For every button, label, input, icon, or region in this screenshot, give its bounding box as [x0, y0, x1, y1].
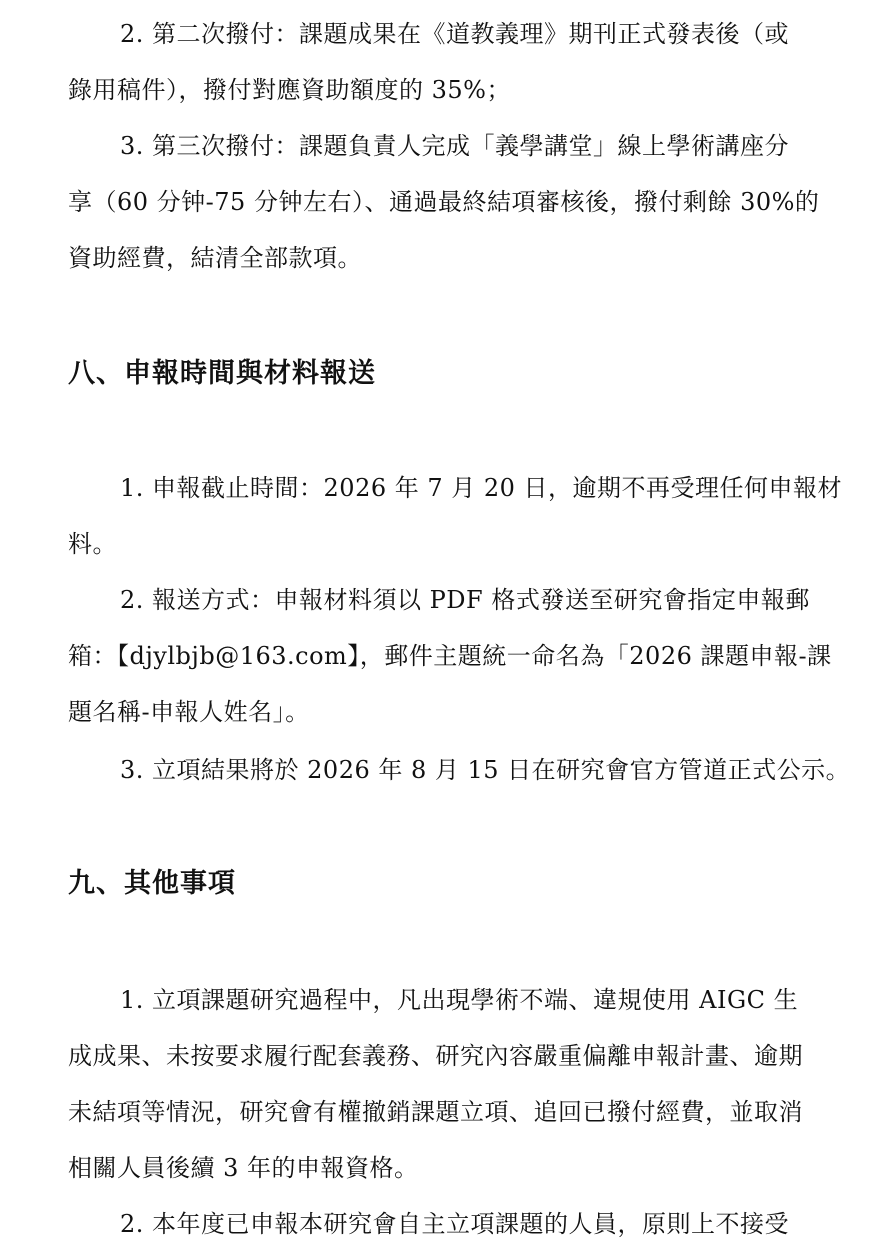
paragraph-line: 3. 第三次撥付：課題負責人完成「義學講堂」線上學術講座分: [120, 132, 790, 160]
paragraph-line: 2. 報送方式：申報材料須以 PDF 格式發送至研究會指定申報郵: [120, 586, 810, 614]
paragraph-line: 題名稱-申報人姓名」。: [68, 698, 310, 726]
paragraph-line: 2. 第二次撥付：課題成果在《道教義理》期刊正式發表後（或: [120, 20, 790, 48]
paragraph-line: 錄用稿件），撥付對應資助額度的 35%；: [68, 76, 511, 104]
paragraph-line: 享（60 分钟-75 分钟左右）、通過最終結項審核後，撥付剩餘 30%的: [68, 188, 820, 216]
paragraph-line: 相關人員後續 3 年的申報資格。: [68, 1154, 419, 1182]
paragraph-line: 3. 立項結果將於 2026 年 8 月 15 日在研究會官方管道正式公示。: [120, 756, 851, 784]
paragraph-line: 資助經費，結清全部款項。: [68, 244, 362, 272]
section-heading-8: 八、申報時間與材料報送: [68, 358, 376, 389]
paragraph-line: 料。: [68, 530, 117, 558]
paragraph-line: 箱：【djylbjb@163.com】，郵件主題統一命名為「2026 課題申報-課: [68, 642, 832, 670]
paragraph-line: 成成果、未按要求履行配套義務、研究內容嚴重偏離申報計畫、逾期: [68, 1042, 803, 1070]
paragraph-line: 2. 本年度已申報本研究會自主立項課題的人員，原則上不接受: [120, 1210, 790, 1238]
paragraph-line: 1. 申報截止時間：2026 年 7 月 20 日，逾期不再受理任何申報材: [120, 474, 843, 502]
section-heading-9: 九、其他事項: [68, 868, 236, 899]
paragraph-line: 未結項等情況，研究會有權撤銷課題立項、追回已撥付經費，並取消: [68, 1098, 803, 1126]
paragraph-line: 1. 立項課題研究過程中，凡出現學術不端、違規使用 AIGC 生: [120, 986, 799, 1014]
